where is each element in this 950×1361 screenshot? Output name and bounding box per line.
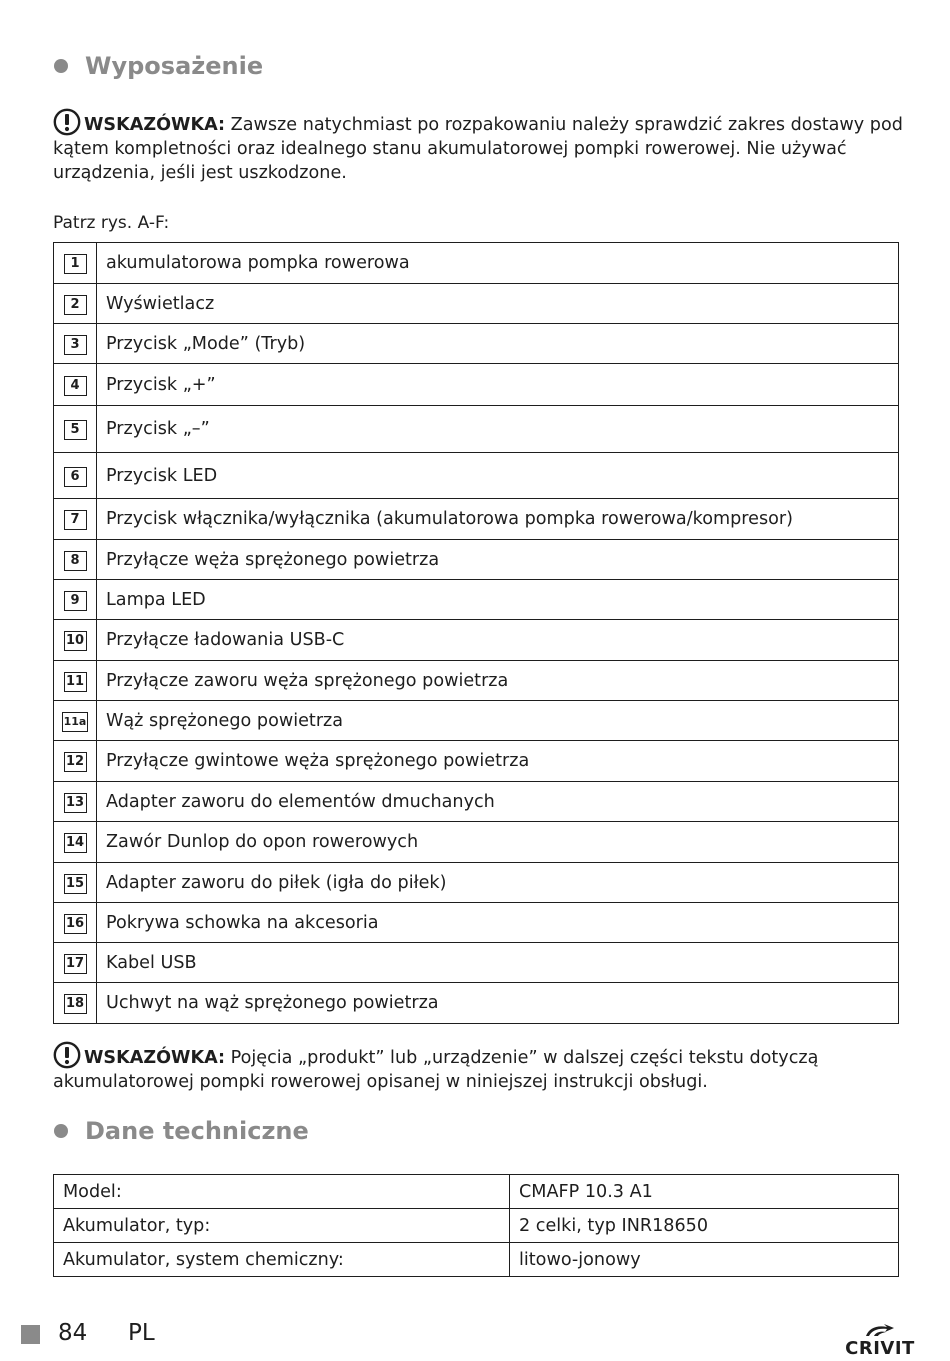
part-number: 10 [64,631,87,651]
figure-caption: Patrz rys. A-F: [53,213,170,233]
table-row [54,364,899,406]
part-label: Przycisk LED [97,453,899,499]
part-number: 14 [64,833,87,853]
part-label: Wyświetlacz [97,284,899,324]
equipment-heading [54,52,263,80]
part-label: Uchwyt na wąż sprężonego powietrza [97,983,899,1024]
part-label: Przyłącze węża sprężonego powietrza [97,540,899,580]
part-label: Przycisk „+” [97,364,899,406]
part-number: 3 [64,335,87,355]
table-row [54,324,899,364]
brand-logo [844,1322,916,1359]
tech-heading-text: Dane techniczne [85,1117,309,1145]
part-number: 6 [64,467,87,487]
table-row [54,1209,899,1243]
part-label: Przyłącze ładowania USB-C [97,620,899,661]
table-row [54,741,899,782]
table-row [54,943,899,983]
table-row [54,406,899,453]
part-number: 2 [64,295,87,315]
table-row [54,540,899,580]
parts-table [53,242,899,1024]
part-number: 11a [62,712,89,732]
table-row [54,701,899,741]
table-row [54,782,899,822]
part-number: 12 [64,752,87,772]
spec-key: Model: [54,1175,510,1209]
note-2-label: WSKAZÓWKA: [84,1048,226,1068]
brand-name: CRIVIT [845,1338,915,1359]
part-number: 17 [64,954,87,974]
bullet-icon [54,59,68,73]
part-number: 7 [64,510,87,530]
part-number: 16 [64,914,87,934]
part-number: 9 [64,591,87,611]
table-row [54,903,899,943]
part-label: akumulatorowa pompka rowerowa [97,243,899,284]
table-row [54,243,899,284]
part-number: 15 [64,874,87,894]
part-label: Przycisk „Mode” (Tryb) [97,324,899,364]
table-row [54,580,899,620]
table-row [54,863,899,903]
spec-key: Akumulator, typ: [54,1209,510,1243]
tech-heading [54,1117,309,1145]
note-2 [53,1041,903,1094]
part-number: 1 [64,254,87,274]
part-label: Lampa LED [97,580,899,620]
spec-value: litowo-jonowy [510,1243,899,1277]
part-label: Adapter zaworu do piłek (igła do piłek) [97,863,899,903]
part-number: 18 [64,994,87,1014]
part-label: Kabel USB [97,943,899,983]
part-label: Przyłącze gwintowe węża sprężonego powietrza [97,741,899,782]
note-1 [53,108,903,185]
part-label: Przycisk włącznika/wyłącznika (akumulatorowa pompka rowerowa/kompresor) [97,499,899,540]
exclamation-icon [53,1041,81,1069]
note-1-text: Zawsze natychmiast po rozpakowaniu należy sprawdzić zakres dostawy pod kątem kompletności oraz idealnego stanu akumulatorowej pompki rowerowej. Nie używać urządzenia, jeśli jest uszkodzone. [53,115,903,183]
note-2-text: Pojęcia „produkt” lub „urządzenie” w dalszej części tekstu dotyczą akumulatorowej pompki rowerowej opisanej w niniejszej instrukcji obsługi. [53,1048,819,1092]
part-label: Adapter zaworu do elementów dmuchanych [97,782,899,822]
part-number: 4 [64,376,87,396]
footer-marker [21,1325,40,1344]
table-row [54,822,899,863]
part-number: 13 [64,793,87,813]
table-row [54,453,899,499]
table-row [54,284,899,324]
part-number: 11 [64,672,87,692]
part-label: Pokrywa schowka na akcesoria [97,903,899,943]
equipment-heading-text: Wyposażenie [85,52,264,80]
table-row [54,499,899,540]
part-label: Przyłącze zaworu węża sprężonego powietrza [97,661,899,701]
spec-table [53,1174,899,1277]
spec-value: 2 celki, typ INR18650 [510,1209,899,1243]
spec-key: Akumulator, system chemiczny: [54,1243,510,1277]
table-row [54,661,899,701]
note-1-label: WSKAZÓWKA: [84,115,226,135]
bullet-icon [54,1124,68,1138]
part-number: 5 [64,420,87,440]
table-row [54,620,899,661]
part-number: 8 [64,551,87,571]
language-code: PL [128,1320,155,1346]
table-row [54,983,899,1024]
part-label: Zawór Dunlop do opon rowerowych [97,822,899,863]
spec-value: CMAFP 10.3 A1 [510,1175,899,1209]
page-number: 84 [58,1320,88,1346]
table-row [54,1243,899,1277]
brand-swoosh-icon [863,1323,897,1337]
table-row [54,1175,899,1209]
exclamation-icon [53,108,81,136]
part-label: Wąż sprężonego powietrza [97,701,899,741]
part-label: Przycisk „–” [97,406,899,453]
